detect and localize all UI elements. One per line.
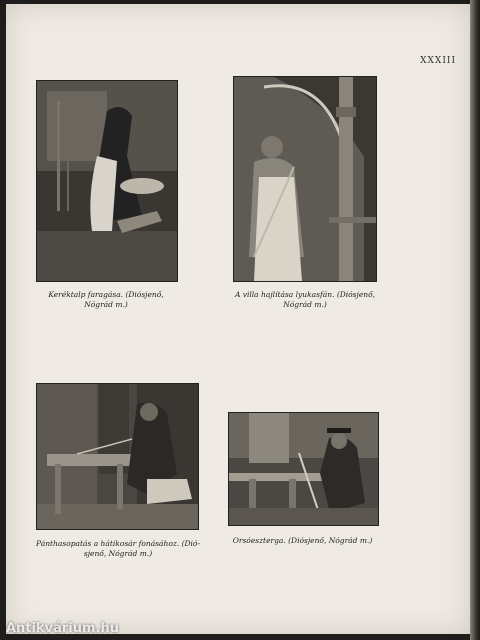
caption-line: Nógrád m.) [283,300,327,309]
photo-spindle-lathe-image [229,413,378,525]
caption-line: sjenő, Nógrád m.) [83,549,153,558]
photo-basket-strip-splitting-image [37,384,198,529]
caption-wheel-carving [36,290,176,310]
book-spine-edge [470,0,480,640]
photo-fork-bending [233,76,377,282]
caption-line: Orsóesztergа. (Diósjenő, Nógrád m.) [232,536,373,545]
caption-line: Nógrád m.) [84,300,128,309]
caption-spindle-lathe [228,536,377,546]
caption-line: A villa hajlítása lyukasfán. (Diósjenő, [234,290,376,299]
caption-line: Keréktalp faragása. (Diósjenő, [48,290,164,299]
photo-wheel-carving [36,80,178,282]
caption-basket-strip-splitting [28,539,208,559]
photo-wheel-carving-image [37,81,177,281]
caption-fork-bending [225,290,385,310]
watermark: Antikvárium.hu [6,621,119,636]
photo-spindle-lathe [228,412,379,526]
photo-fork-bending-image [234,77,376,281]
page-number: XXXIII [420,56,456,66]
caption-line: Pánthasopatás a hátikosár fonásához. (Dió- [36,539,200,548]
photo-basket-strip-splitting [36,383,199,530]
